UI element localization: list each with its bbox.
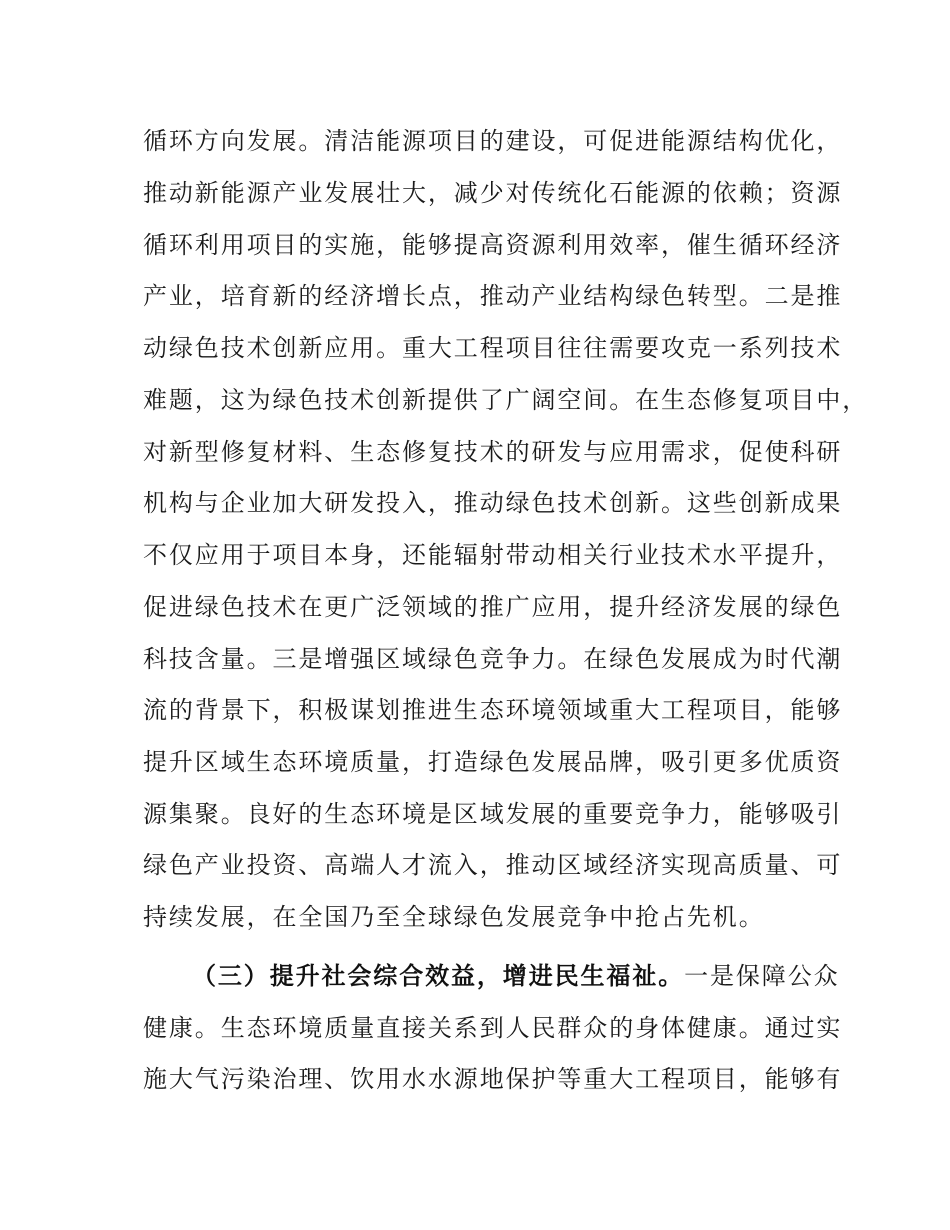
paragraph-line: 流的背景下，积极谋划推进生态环境领域重大工程项目，能够 (143, 696, 843, 724)
paragraph-line: 促进绿色技术在更广泛领域的推广应用，提升经济发展的绿色 (143, 593, 843, 621)
paragraph-line: 科技含量。三是增强区域绿色竞争力。在绿色发展成为时代潮 (143, 645, 843, 673)
section-three-heading: （三）提升社会综合效益，增进民生福祉。 (192, 962, 685, 990)
paragraph-line: 对新型修复材料、生态修复技术的研发与应用需求，促使科研 (143, 438, 843, 466)
paragraph-line: 源集聚。良好的生态环境是区域发展的重要竞争力，能够吸引 (143, 800, 843, 828)
paragraph-line: 循环利用项目的实施，能够提高资源利用效率，催生循环经济 (143, 231, 843, 259)
paragraph-line: 机构与企业加大研发投入，推动绿色技术创新。这些创新成果 (143, 489, 843, 517)
paragraph-line: 健康。生态环境质量直接关系到人民群众的身体健康。通过实 (143, 1014, 843, 1042)
paragraph-line: 持续发展，在全国乃至全球绿色发展竞争中抢占先机。 (143, 903, 765, 931)
paragraph-line: 循环方向发展。清洁能源项目的建设，可促进能源结构优化， (143, 127, 843, 155)
section-three-first-line (192, 956, 840, 996)
section-three-first-line-text: 一是保障公众 (684, 962, 840, 990)
paragraph-line: 不仅应用于项目本身，还能辐射带动相关行业技术水平提升， (143, 541, 843, 569)
paragraph-line: 动绿色技术创新应用。重大工程项目往往需要攻克一系列技术 (143, 334, 843, 362)
paragraph-line: 产业，培育新的经济增长点，推动产业结构绿色转型。二是推 (143, 282, 843, 310)
paragraph-line: 绿色产业投资、高端人才流入，推动区域经济实现高质量、可 (143, 851, 843, 879)
paragraph-line: 推动新能源产业发展壮大，减少对传统化石能源的依赖；资源 (143, 179, 843, 207)
paragraph-line: 难题，这为绿色技术创新提供了广阔空间。在生态修复项目中， (143, 386, 869, 414)
paragraph-line: 提升区域生态环境质量，打造绿色发展品牌，吸引更多优质资 (143, 748, 843, 776)
paragraph-line: 施大气污染治理、饮用水水源地保护等重大工程项目，能够有 (143, 1065, 843, 1093)
